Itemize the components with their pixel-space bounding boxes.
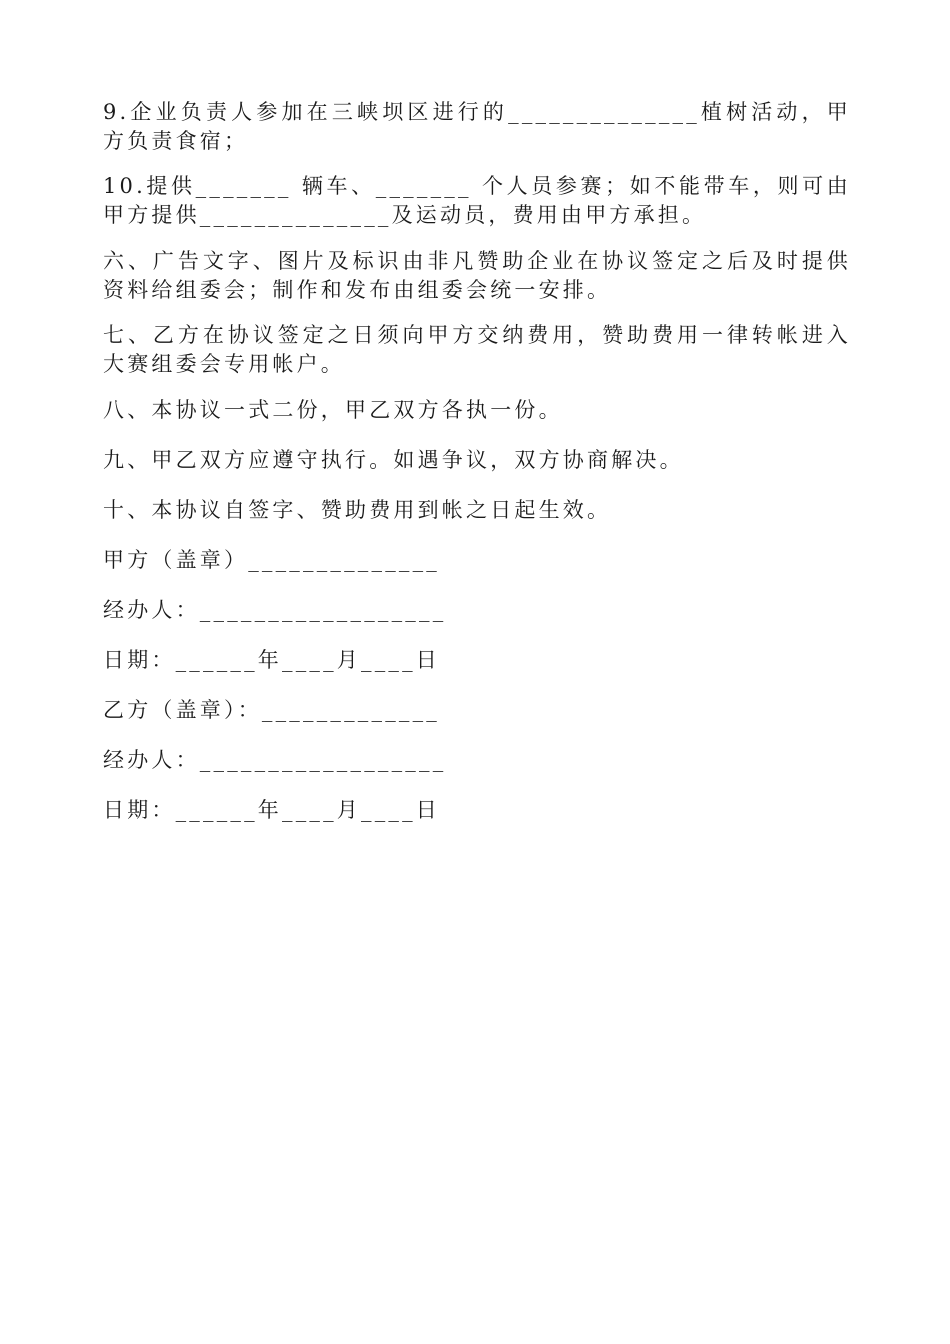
clause-10: 10.提供_______ 辆车、_______ 个人员参赛；如不能带车，则可由甲方提供______________及运动员，费用由甲方承担。 bbox=[103, 174, 851, 227]
clause-ten: 十、本协议自签字、赞助费用到帐之日起生效。 bbox=[103, 498, 612, 522]
party-b-date-line: 日期：______年____月____日 bbox=[103, 798, 440, 822]
clause-six: 六、广告文字、图片及标识由非凡赞助企业在协议签定之后及时提供资料给组委会；制作和发布由组委会统一安排。 bbox=[103, 249, 851, 302]
party-b-seal-line: 乙方（盖章）：_____________ bbox=[103, 698, 440, 722]
party-b-agent-line: 经办人：__________________ bbox=[103, 748, 447, 772]
party-a-date-line: 日期：______年____月____日 bbox=[103, 648, 440, 672]
clause-eight: 八、本协议一式二份，甲乙双方各执一份。 bbox=[103, 398, 563, 422]
party-a-seal-line: 甲方（盖章）______________ bbox=[103, 548, 440, 572]
clause-9: 9.企业负责人参加在三峡坝区进行的______________植树活动，甲方负责食宿； bbox=[103, 100, 851, 153]
clause-nine: 九、甲乙双方应遵守执行。如遇争议，双方协商解决。 bbox=[103, 448, 684, 472]
clause-seven: 七、乙方在协议签定之日须向甲方交纳费用，赞助费用一律转帐进入大赛组委会专用帐户。 bbox=[103, 323, 851, 376]
party-a-agent-line: 经办人：__________________ bbox=[103, 598, 447, 622]
